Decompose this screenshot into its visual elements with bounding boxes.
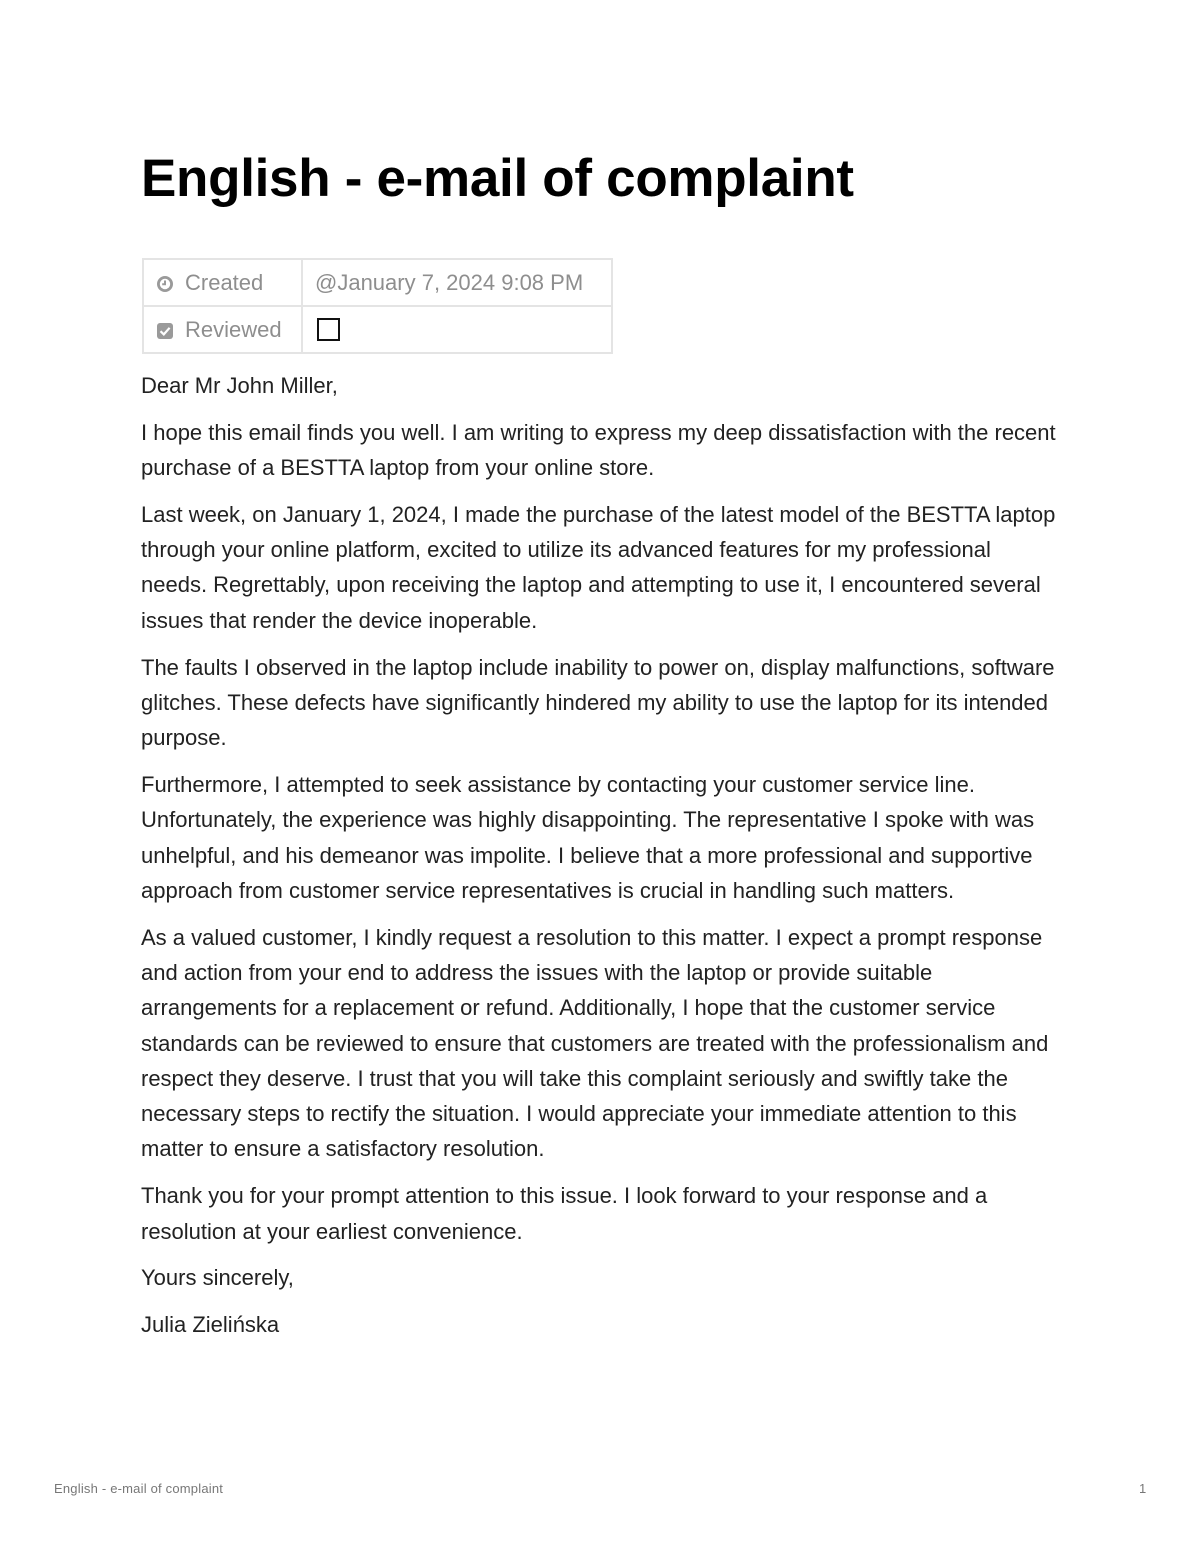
property-value-created[interactable]: @January 7, 2024 9:08 PM [302, 259, 612, 306]
property-row-reviewed [143, 306, 612, 353]
paragraph-5: As a valued customer, I kindly request a resolution to this matter. I expect a prompt response and action from your end to address the issues with the laptop or provide suitable arrangements for a replacement or refund. Additionally, I hope that the customer service standards can be reviewed to ensure that customers are treated with the professionalism and respect they deserve. I trust that you will take this complaint seriously and swiftly take the necessary steps to rectify the situation. I would appreciate your immediate attention to this matter to ensure a satisfactory resolution. [141, 924, 1049, 1162]
paragraph-6: Thank you for your prompt attention to this issue. I look forward to your response and a resolution at your earliest convenience. [141, 1183, 988, 1244]
salutation: Dear Mr John Miller, [141, 373, 338, 398]
page-title: English - e-mail of complaint [141, 149, 854, 208]
footer-page-number: 1 [1139, 1481, 1147, 1496]
paragraph-1: I hope this email finds you well. I am writing to express my deep dissatisfaction with the recent purchase of a BESTTA laptop from your online store. [141, 419, 1056, 481]
property-name-reviewed [143, 306, 302, 353]
property-row-created [143, 259, 612, 306]
checkbox-property-icon [156, 322, 174, 340]
paragraph-3: The faults I observed in the laptop include inability to power on, display malfunctions, software glitches. These defects have significantly hindered my ability to use the laptop for its intended purpose. [141, 654, 1055, 751]
footer-title: English - e-mail of complaint [54, 1481, 224, 1496]
property-value-reviewed [302, 306, 612, 353]
property-name-created [143, 259, 302, 306]
clock-icon [156, 275, 174, 293]
paragraph-4: Furthermore, I attempted to seek assistance by contacting your customer service line. Unfortunately, the experience was highly disappointing. The representative I spoke with was unhelpful, and his demeanor was impolite. I believe that a more professional and supportive approach from customer service representatives is crucial in handling such matters. [141, 771, 1035, 903]
paragraph-2: Last week, on January 1, 2024, I made the purchase of the latest model of the BESTTA laptop through your online platform, excited to utilize its advanced features for my professional needs. Regrettably, upon receiving the laptop and attempting to use it, I encountered several issues that render the device inoperable. [141, 501, 1056, 633]
reviewed-checkbox[interactable] [317, 318, 340, 341]
property-label-created: Created [185, 269, 264, 295]
signature: Julia Zielińska [141, 1312, 280, 1338]
letter-body [141, 368, 1061, 1354]
closing: Yours sincerely, [141, 1265, 294, 1291]
property-label-reviewed: Reviewed [185, 316, 282, 342]
properties-table [142, 258, 613, 354]
